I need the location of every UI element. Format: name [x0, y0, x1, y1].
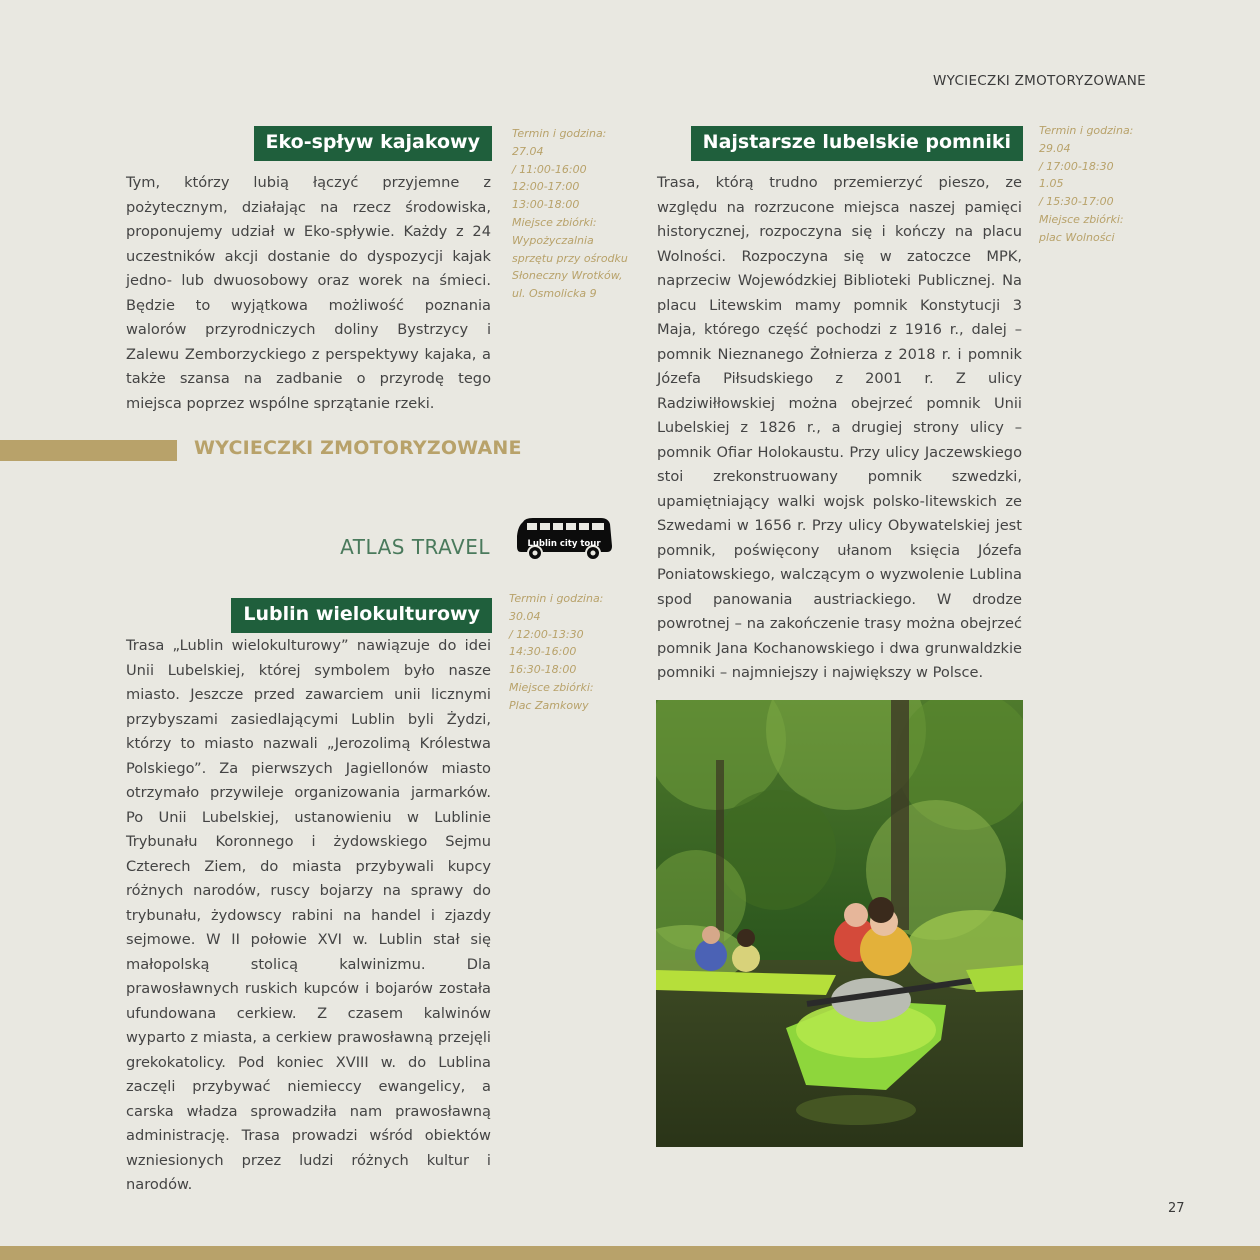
- operator-name: ATLAS TRAVEL: [340, 535, 490, 559]
- section-body-najstarsze-pomniki: [657, 171, 1022, 686]
- note-line: 30.04: [509, 609, 541, 623]
- note-line: 16:30-18:00: [509, 663, 577, 677]
- note-line: / 17:00-18:30: [1039, 159, 1114, 173]
- note-line: 12:00-17:00: [512, 180, 580, 194]
- section-body-eko-splyw: [126, 171, 491, 416]
- paragraph: Tym, którzy lubią łączyć przyjemne z pożytecznym, działając na rzecz środowiska, proponujemy udział w Eko-spływie. Każdy z 24 uczestników akcji dostanie do dyspozycji kajak jedno- lub dwuosobowy oraz worek na śmieci. Będzie to wyjątkowa możliwość poznania walorów przyrodniczych doliny Bystrzycy i Zalewu Zemborzyckiego z perspektywy kajaka, a także szansa na zadbanie o przyrodę tego miejsca poprzez wspólne sprzątanie rzeki.: [126, 174, 491, 412]
- note-line: / 12:00-13:30: [509, 627, 584, 641]
- note-line: ul. Osmolicka 9: [512, 287, 597, 301]
- kayaking-photo: [656, 700, 1023, 1147]
- event-details-najstarsze-pomniki: [1039, 122, 1133, 247]
- paragraph: Trasa „Lublin wielokulturowy” nawiązuje do idei Unii Lubelskiej, której symbolem było nasze miasto. Jeszcze przed zawarciem unii licznymi przybyszami zasiedlającymi Lublin byli Żydzi, którzy to miasto nazwali „Jerozolimą Królestwa Polskiego”. Za pierwszych Jagiellonów miasto otrzymało przywileje organizowania jarmarków. Po Unii Lubelskiej, ustanowieniu w Lublinie Trybunału Koronnego i żydowskiego Sejmu Czterech Ziem, do miasta przybywali kupcy różnych narodów, ruscy bojarzy na sprawy do trybunału, żydowscy rabini na handel i zjazdy sejmowe. W II połowie XVI w. Lublin stał się małopolską stolicą kalwinizmu. Dla prawosławnych ruskich kupców i bojarów została ufundowana cerkiew. Z czasem kalwinów wyparto z miasta, a cerkiew prawosławną przejęli grekokatolicy. Pod koniec XVIII w. do Lublina zaczęli przybywać niemieccy ewangelicy, a carska władza sprowadziła nam prawosławną administrację. Trasa prowadzi wśród obiektów wzniesionych przez ludzi różnych kultur i narodów.: [126, 637, 491, 1193]
- event-details-eko-splyw: [512, 125, 628, 303]
- note-line: / 11:00-16:00: [512, 162, 587, 176]
- note-line: 27.04: [512, 144, 544, 158]
- section-body-lublin-wielokulturowy: [126, 634, 491, 1198]
- note-line: Termin i godzina:: [512, 127, 607, 140]
- note-line: / 15:30-17:00: [1039, 195, 1114, 209]
- note-line: 14:30-16:00: [509, 645, 577, 659]
- note-line: Wypożyczalnia: [512, 233, 594, 247]
- section-title-eko-splyw: Eko-spływ kajakowy: [254, 126, 492, 161]
- note-line: plac Wolności: [1039, 230, 1115, 244]
- paragraph: Trasa, którą trudno przemierzyć pieszo, ze względu na rozrzucone miejsca naszej pamięci historycznej, rozpoczyna się i kończy na placu Wolności. Rozpoczyna się w zatoczce MPK, naprzeciw Wojewódzkiej Biblioteki Publicznej. Na placu Litewskim mamy pomnik Konstytucji 3 Maja, którego część pochodzi z 1916 r., dalej – pomnik Nieznanego Żołnierza z 2018 r. i pomnik Józefa Piłsudskiego z 2001 r. Z ulicy Radziwiłłowskiej można obejrzeć pomnik Unii Lubelskiej z 1826 r., a drugiej strony ulicy – pomnik Ofiar Holokaustu. Przy ulicy Jaczewskiego stoi zrekonstruowany pomnik szwedzki, upamiętniający walki wojsk polsko-litewskich ze Szwedami w 1656 r. Przy ulicy Obywatelskiej jest pomnik, poświęcony ułanom księcia Józefa Poniatowskiego, walczącym o wyzwolenie Lublina spod panowania austriackiego. W drodze powrotnej – na zakończenie trasy można obejrzeć pomnik Jana Kochanowskiego i dwa grunwaldzkie pomniki – najmniejszy i największy w Polsce.: [657, 174, 1022, 681]
- event-details-lublin-wielokulturowy: [509, 590, 603, 715]
- section-title-najstarsze-pomniki: Najstarsze lubelskie pomniki: [691, 126, 1023, 161]
- note-line: Plac Zamkowy: [509, 698, 589, 712]
- note-line: Miejsce zbiórki:: [512, 215, 597, 229]
- note-line: Termin i godzina:: [1039, 124, 1134, 137]
- bus-icon: [515, 516, 613, 562]
- page-number: 27: [1168, 1201, 1185, 1216]
- footer-bar: [0, 1246, 1260, 1260]
- section-accent-bar: [0, 440, 177, 461]
- note-line: Miejsce zbiórki:: [1039, 212, 1124, 226]
- section-heading: WYCIECZKI ZMOTORYZOWANE: [194, 437, 522, 459]
- note-line: Słoneczny Wrotków,: [512, 269, 623, 283]
- running-head: WYCIECZKI ZMOTORYZOWANE: [933, 73, 1146, 89]
- bus-label: Lublin city tour: [527, 539, 601, 549]
- note-line: sprzętu przy ośrodku: [512, 251, 628, 265]
- note-line: Termin i godzina:: [509, 592, 604, 605]
- note-line: Miejsce zbiórki:: [509, 680, 594, 694]
- note-line: 1.05: [1039, 177, 1064, 191]
- note-line: 13:00-18:00: [512, 198, 580, 212]
- section-title-lublin-wielokulturowy: Lublin wielokulturowy: [231, 598, 492, 633]
- note-line: 29.04: [1039, 141, 1071, 155]
